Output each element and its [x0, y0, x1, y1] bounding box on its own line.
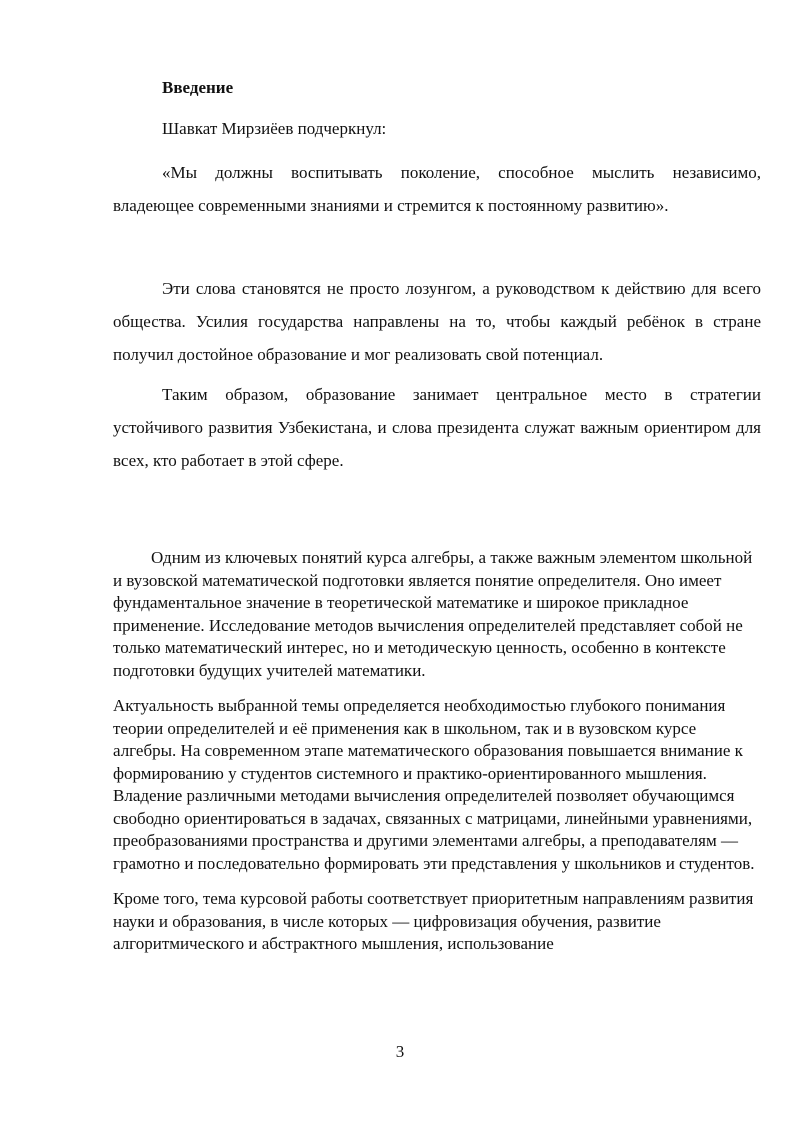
paragraph-determinant-concept: Одним из ключевых понятий курса алгебры, а также важным элементом школьной и вузовской математической подготовки является понятие определителя. Оно имеет фундаментальное значение в теоретической математике и широкое прикладное применение. Исследование методов вычисления определителей представляет собой не только математический интерес, но и методическую ценность, особенно в контексте подготовки будущих учителей математики.	[113, 548, 753, 680]
topic-section	[113, 547, 761, 956]
president-quote: «Мы должны воспитывать поколение, способное мыслить независимо, владеющее современными знаниями и стремится к постоянному развитию».	[113, 163, 761, 215]
introduction-section	[113, 76, 761, 477]
quote-attribution: Шавкат Мирзиёев подчеркнул:	[162, 119, 387, 138]
paragraph-priorities: Кроме того, тема курсовой работы соответствует приоритетным направлениям развития науки и образования, в числе которых — цифровизация обучения, развитие алгоритмического и абстрактного мышления, использование	[113, 889, 754, 953]
page-number: 3	[395, 1042, 405, 1061]
paragraph-words-slogan: Эти слова становятся не просто лозунгом, а руководством к действию для всего общества. Усилия государства направлены на то, чтобы каждый ребёнок в стране получил достойное образование и мог реализовать свой потенциал.	[113, 279, 761, 364]
paragraph-conclusion: Таким образом, образование занимает центральное место в стратегии устойчивого развития Узбекистана, и слова президента служат важным ориентиром для всех, кто работает в этой сфере.	[113, 385, 761, 470]
section-heading: Введение	[162, 78, 234, 97]
paragraph-topic-relevance: Актуальность выбранной темы определяется необходимостью глубокого понимания теории определителей и её применения как в школьном, так и в вузовском курсе алгебры. На современном этапе математического образования повышается внимание к формированию у студентов системного и практико-ориентированного мышления. Владение различными методами вычисления определителей позволяет обучающимся свободно ориентироваться в задачах, связанных с матрицами, линейными уравнениями, преобразованиями пространства и другими элементами алгебры, а преподавателям — грамотно и последовательно формировать эти представления у школьников и студентов.	[113, 696, 755, 873]
